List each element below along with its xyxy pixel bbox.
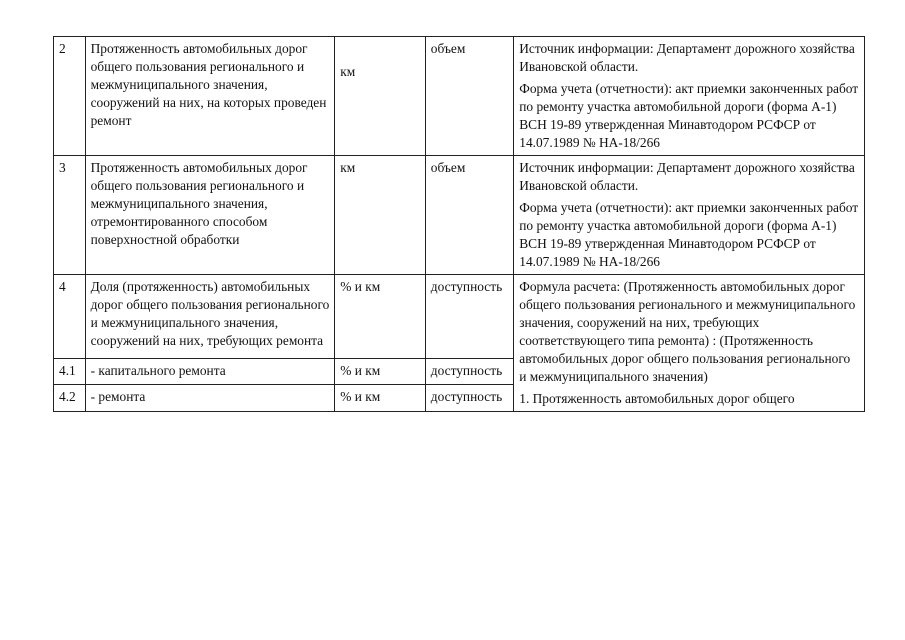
table-row [54, 275, 865, 359]
table-row [54, 37, 865, 156]
unit-cell: км [335, 37, 426, 156]
indicator-type: доступность [425, 275, 513, 359]
indicator-name: Доля (протяженность) автомобильных дорог общего пользования регионального и межмуниципального значения, сооружений на них, требующих ремонта [85, 275, 335, 359]
formula-text: Формула расчета: (Протяженность автомобильных дорог общего пользования регионального и межмуниципального значения, сооружений на них, требующих соответствующего типа ремонта) : (Протяженность автомобильных дорог общего пользования регионального и межмуниципального значения) [519, 279, 856, 384]
source-cell [514, 156, 865, 275]
indicator-name: Протяженность автомобильных дорог общего пользования регионального и межмуниципального значения, отремонтированного способом поверхностной обработки [85, 156, 335, 275]
row-number: 2 [54, 37, 86, 156]
formula-cell [514, 275, 865, 412]
source-text: Источник информации: Департамент дорожного хозяйства Ивановской области. [519, 160, 855, 193]
form-text: Форма учета (отчетности): акт приемки законченных работ по ремонту участка автомобильной дороги (форма А-1) ВСН 19-89 утвержденная Минавтодором РСФСР от 14.07.1989 № НА-18/266 [519, 81, 859, 150]
indicator-type: доступность [425, 385, 513, 412]
row-number: 4.2 [54, 385, 86, 412]
source-cell [514, 37, 865, 156]
row-number: 4.1 [54, 358, 86, 385]
indicator-type: доступность [425, 358, 513, 385]
source-text: Источник информации: Департамент дорожного хозяйства Ивановской области. [519, 41, 855, 74]
formula-item-1: 1. Протяженность автомобильных дорог общего [519, 391, 795, 406]
indicator-type: объем [425, 156, 513, 275]
unit-cell: % и км [335, 385, 426, 412]
form-text: Форма учета (отчетности): акт приемки законченных работ по ремонту участка автомобильной дороги (форма А-1) ВСН 19-89 утвержденная Минавтодором РСФСР от 14.07.1989 № НА-18/266 [519, 200, 859, 269]
indicator-type: объем [425, 37, 513, 156]
unit-cell: % и км [335, 358, 426, 385]
indicator-table [53, 36, 865, 412]
indicator-name: - ремонта [85, 385, 335, 412]
indicator-name: - капитального ремонта [85, 358, 335, 385]
row-number: 3 [54, 156, 86, 275]
indicator-name: Протяженность автомобильных дорог общего пользования регионального и межмуниципального значения, сооружений на них, на которых проведен ремонт [85, 37, 335, 156]
unit-cell: км [335, 156, 426, 275]
row-number: 4 [54, 275, 86, 359]
unit-cell: % и км [335, 275, 426, 359]
table-row [54, 156, 865, 275]
